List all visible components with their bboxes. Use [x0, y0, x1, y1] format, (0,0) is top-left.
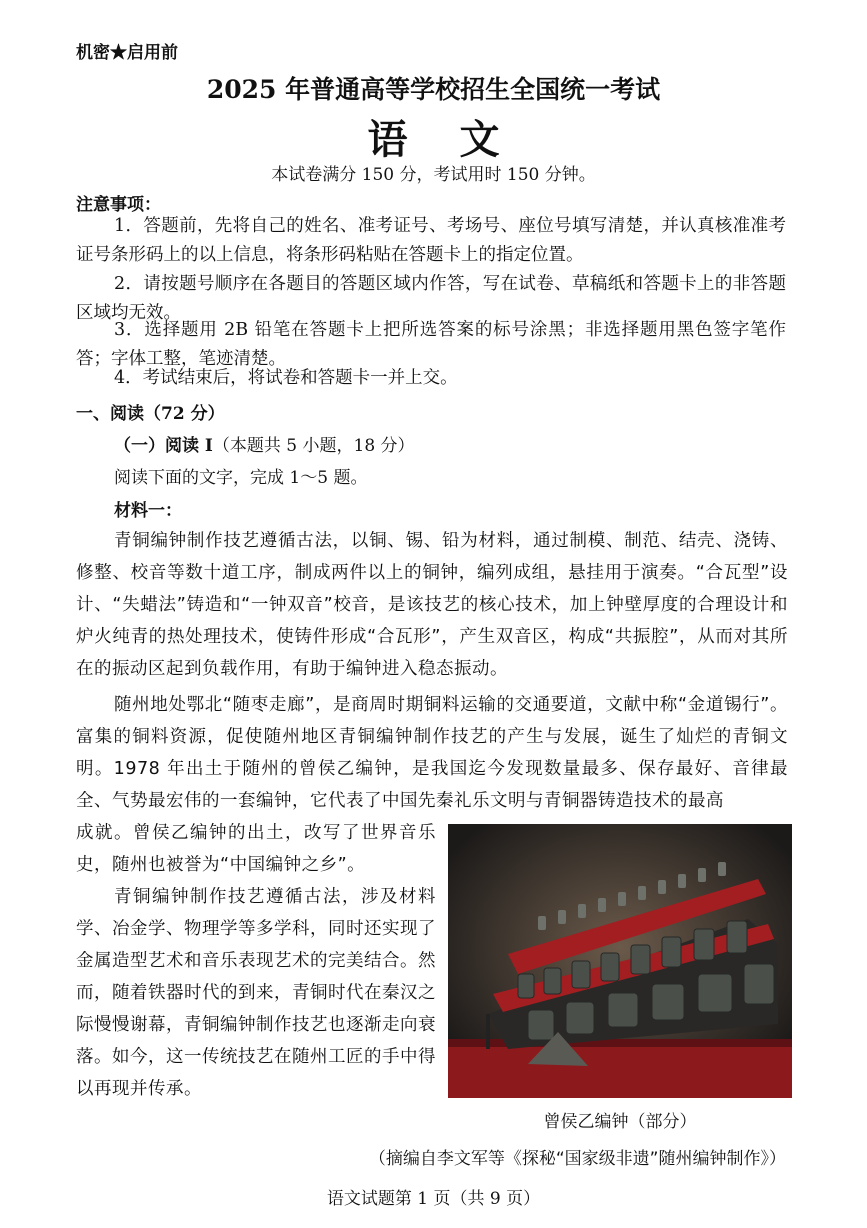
subsection-title: （一）阅读 I — [114, 436, 213, 456]
article-paragraph-2-continued: 成就。曾侯乙编钟的出土，改写了世界音乐史，随州也被誉为“中国编钟之乡”。 — [76, 823, 436, 875]
score-time-line: 本试卷满分 150 分，考试用时 150 分钟。 — [271, 165, 596, 185]
exam-title: 2025 年普通高等学校招生全国统一考试 — [206, 75, 661, 104]
section-heading: 一、阅读（72 分） — [76, 404, 225, 424]
page-footer: 语文试题第 1 页（共 9 页） — [326, 1189, 541, 1209]
notice-heading: 注意事项： — [76, 195, 161, 215]
article-paragraph-2: 随州地处鄂北“随枣走廊”，是商周时期铜料运输的交通要道，文献中称“金道锡行”。富集的铜料资源，促使随州地区青铜编钟制作技艺的产生与发展，诞生了灿烂的青铜文明。1978 年出土于随州的曾侯乙编钟，是我国迄今发现数量最多、保存最好、音律最全、气势最宏伟的一套编钟，它代表了中国先秦礼乐文明与青铜器铸造技术的最高 — [76, 695, 788, 811]
notice-item-1: 1．答题前，先将自己的姓名、准考证号、考场号、座位号填写清楚，并认真核准准考证号条形码上的以上信息，将条形码粘贴在答题卡上的指定位置。 — [76, 216, 786, 265]
subject-title: 语文 — [367, 116, 552, 163]
notice-item-2: 2．请按题号顺序在各题目的答题区域内作答，写在试卷、草稿纸和答题卡上的非答题区域均无效。 — [76, 274, 786, 323]
notice-item-3: 3．选择题用 2B 铅笔在答题卡上把所选答案的标号涂黑；非选择题用黑色签字笔作答；字体工整，笔迹清楚。 — [76, 320, 786, 369]
bianzhong-photo — [448, 824, 792, 1098]
subsection-points: （本题共 5 小题，18 分） — [212, 436, 415, 456]
confidential-label: 机密★启用前 — [76, 43, 178, 63]
figure-caption: 曾侯乙编钟（部分） — [543, 1112, 697, 1132]
reading-instruction: 阅读下面的文字，完成 1～5 题。 — [114, 468, 368, 488]
notice-item-4: 4．考试结束后，将试卷和答题卡一并上交。 — [114, 368, 458, 388]
article-paragraph-3: 青铜编钟制作技艺遵循古法，涉及材料学、冶金学、物理学等多学科，同时还实现了金属造型艺术和音乐表现艺术的完美结合。然而，随着铁器时代的到来，青铜时代在秦汉之际慢慢谢幕，青铜编钟制作技艺也逐渐走向衰落。如今，这一传统技艺在随州工匠的手中得以再现并传承。 — [76, 887, 436, 1099]
bianzhong-image — [448, 824, 792, 1098]
source-citation: （摘编自李文军等《探秘“国家级非遗”随州编钟制作》） — [368, 1149, 786, 1169]
subsection-heading — [114, 431, 415, 456]
material-label: 材料一： — [114, 501, 182, 521]
article-paragraph-1: 青铜编钟制作技艺遵循古法，以铜、锡、铅为材料，通过制模、制范、结壳、浇铸、修整、校音等数十道工序，制成两件以上的铜钟，编列成组，悬挂用于演奏。“合瓦型”设计、“失蜡法”铸造和“一钟双音”校音，是该技艺的核心技术，加上钟壁厚度的合理设计和炉火纯青的热处理技术，使铸件形成“合瓦形”，产生双音区，构成“共振腔”，从而对其所在的振动区起到负载作用，有助于编钟进入稳态振动。 — [76, 531, 788, 679]
